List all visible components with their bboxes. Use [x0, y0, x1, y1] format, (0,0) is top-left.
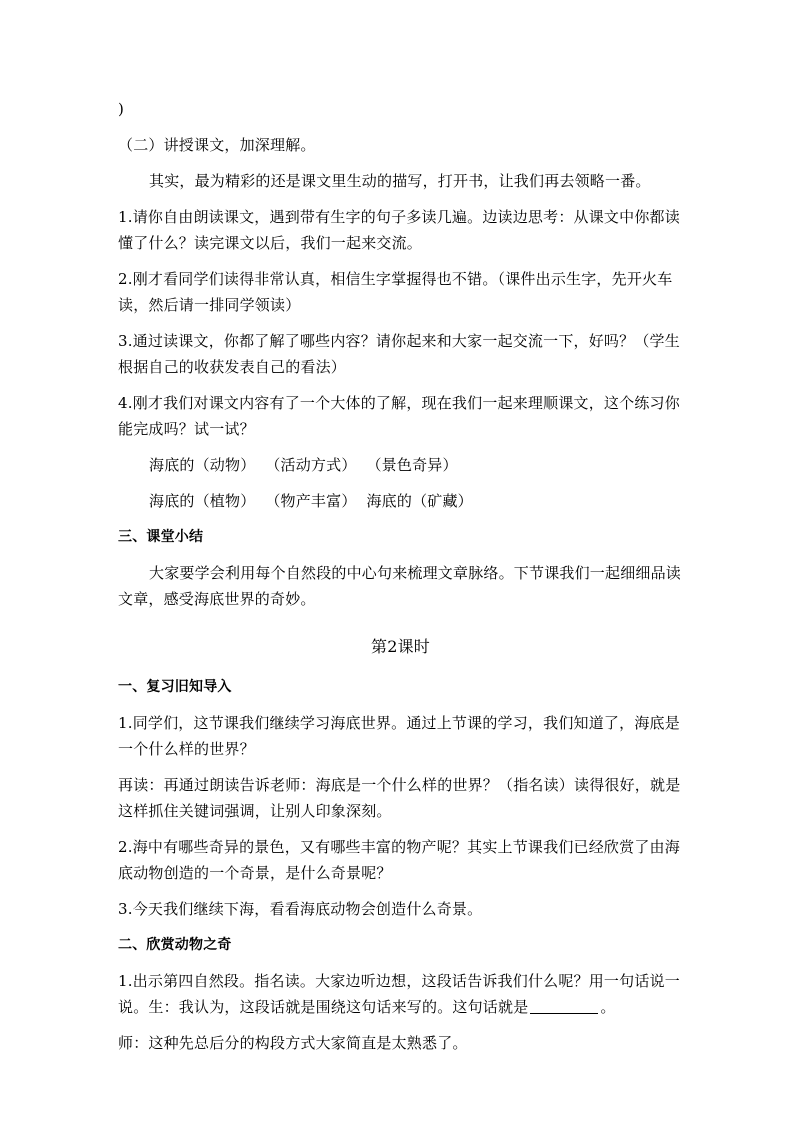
- step-2-paragraph: 2.刚才看同学们读得非常认真，相信生字掌握得也不错。（课件出示生字，先开火车读，然后请一排同学领读）: [118, 270, 673, 314]
- document-body: [118, 96, 683, 1056]
- step-4-paragraph: 4.刚才我们对课文内容有了一个大体的了解，现在我们一起来理顺课文，这个练习你能完成吗？试一试？: [118, 394, 680, 438]
- section-heading-animals: 二、欣赏动物之奇: [118, 937, 232, 953]
- summary-paragraph: 大家要学会利用每个自然段的中心句来梳理文章脉络。下节课我们一起细细品读文章，感受海底世界的奇妙。: [118, 564, 682, 608]
- intro-paragraph: 其实，最为精彩的还是课文里生动的描写，打开书，让我们再去领略一番。: [149, 172, 651, 190]
- animals-step-1-text: 1.出示第四自然段。指名读。大家边听边想，这段话告诉我们什么呢？用一句话说一说。生：我认为，这段话就是围绕这句话来写的。这句话就是: [118, 972, 680, 1016]
- section-heading-review: 一、复习旧知导入: [118, 679, 232, 695]
- reread-paragraph: 再读：再通过朗读告诉老师：海底是一个什么样的世界？（指名读）读得很好，就是这样抓住关键词强调，让别人印象深刻。: [118, 776, 681, 820]
- review-step-2-paragraph: 2.海中有哪些奇异的景色，又有哪些丰富的物产呢？其实上节课我们已经欣赏了由海底动物创造的一个奇景，是什么奇景呢？: [118, 838, 680, 882]
- step-1-paragraph: 1.请你自由朗读课文，遇到带有生字的句子多读几遍。边读边思考：从课文中你都读懂了什么？读完课文以后，我们一起来交流。: [118, 208, 680, 252]
- exercise-line-2: 海底的（植物） （物产丰富） 海底的（矿藏）: [149, 492, 473, 510]
- step-3-paragraph: 3.通过读课文，你都了解了哪些内容？请你起来和大家一起交流一下，好吗？（学生根据自己的收获发表自己的看法）: [118, 332, 680, 376]
- animals-step-1-paragraph: [118, 968, 683, 1020]
- teacher-remark-paragraph: 师：这种先总后分的构段方式大家简直是太熟悉了。: [118, 1034, 468, 1052]
- review-step-1-paragraph: 1.同学们，这节课我们继续学习海底世界。通过上节课的学习，我们知道了，海底是一个什么样的世界？: [118, 714, 680, 758]
- review-step-3-paragraph: 3.今天我们继续下海，看看海底动物会创造什么奇景。: [118, 900, 483, 918]
- lesson-title: 第2课时: [371, 637, 430, 656]
- closing-parenthesis: ): [118, 100, 125, 118]
- animals-step-1-end: 。: [600, 998, 616, 1016]
- section-heading-lecture: （二）讲授课文，加深理解。: [118, 136, 316, 154]
- exercise-line-1: 海底的（动物） （活动方式） （景色奇异）: [149, 456, 458, 474]
- section-heading-summary: 三、课堂小结: [118, 529, 204, 545]
- fill-in-blank: [530, 997, 598, 1014]
